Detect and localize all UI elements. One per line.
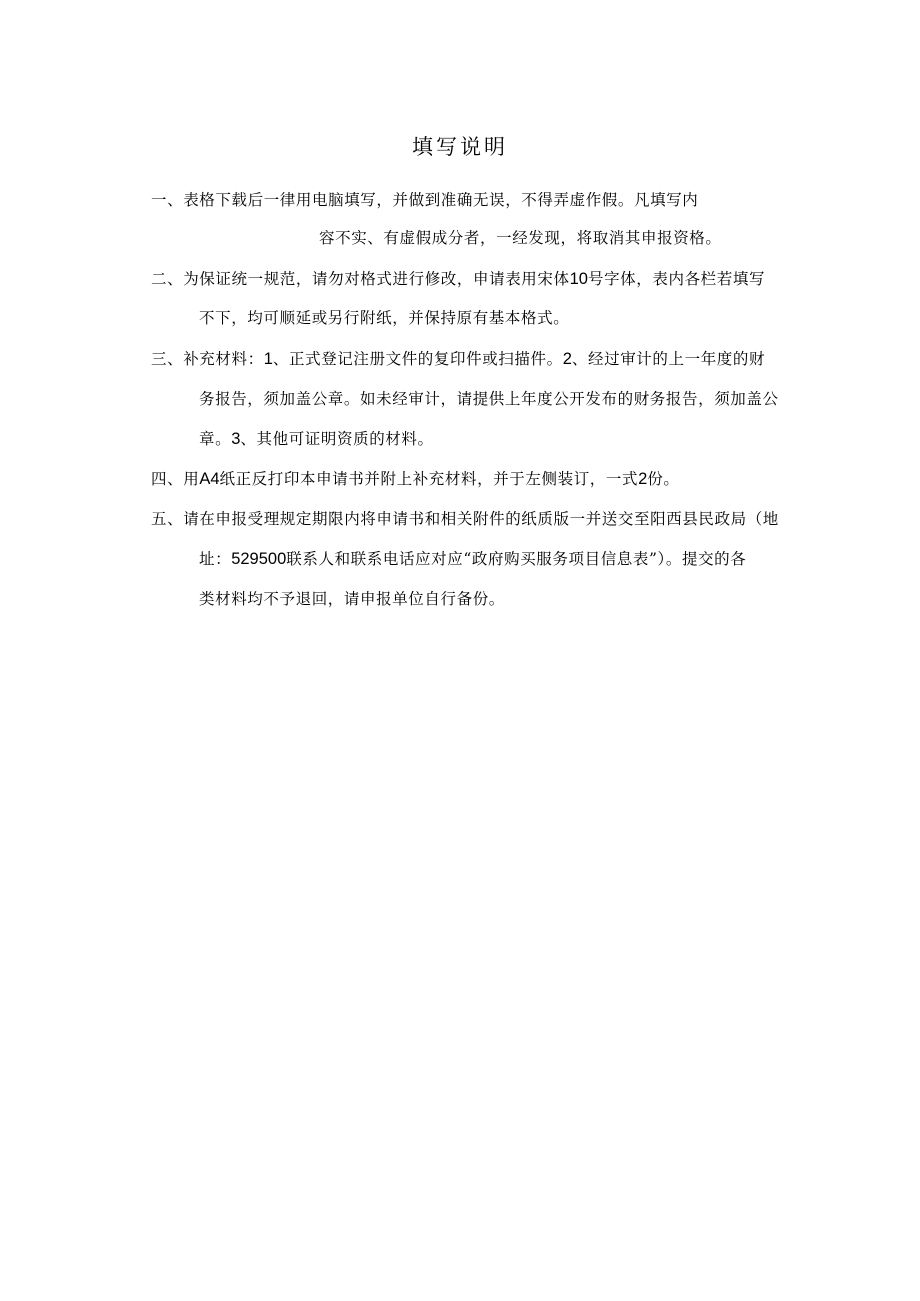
item-5-line-1: 五、请在申报受理规定期限内将申请书和相关附件的纸质版一并送交至阳西县民政局（地 — [151, 510, 779, 528]
item-1-line-1: 一、表格下载后一律用电脑填写，并做到准确无误，不得弄虚作假。凡填写内 — [151, 191, 699, 209]
item-4-line-1: 四、用A4纸正反打印本申请书并附上补充材料，并于左侧装订，一式2份。 — [151, 470, 680, 488]
item-1-line-2: 容不实、有虚假成分者，一经发现，将取消其申报资格。 — [319, 229, 722, 247]
item-3-line-1: 三、补充材料：1、正式登记注册文件的复印件或扫描件。2、经过审计的上一年度的财 — [151, 350, 766, 368]
item-5-line-2: 址：529500联系人和联系电话应对应“政府购买服务项目信息表”）。提交的各 — [199, 550, 747, 568]
item-3-line-2: 务报告，须加盖公章。如未经审计，请提供上年度公开发布的财务报告，须加盖公 — [199, 390, 779, 408]
item-2-line-1: 二、为保证统一规范，请勿对格式进行修改，申请表用宋体10号字体，表内各栏若填写 — [151, 270, 766, 288]
item-3-line-3: 章。3、其他可证明资质的材料。 — [199, 430, 434, 448]
item-2-line-2: 不下，均可顺延或另行附纸，并保持原有基本格式。 — [199, 309, 570, 327]
item-5-line-3: 类材料均不予退回，请申报单位自行备份。 — [199, 590, 505, 608]
page-title: 填写说明 — [412, 135, 508, 159]
